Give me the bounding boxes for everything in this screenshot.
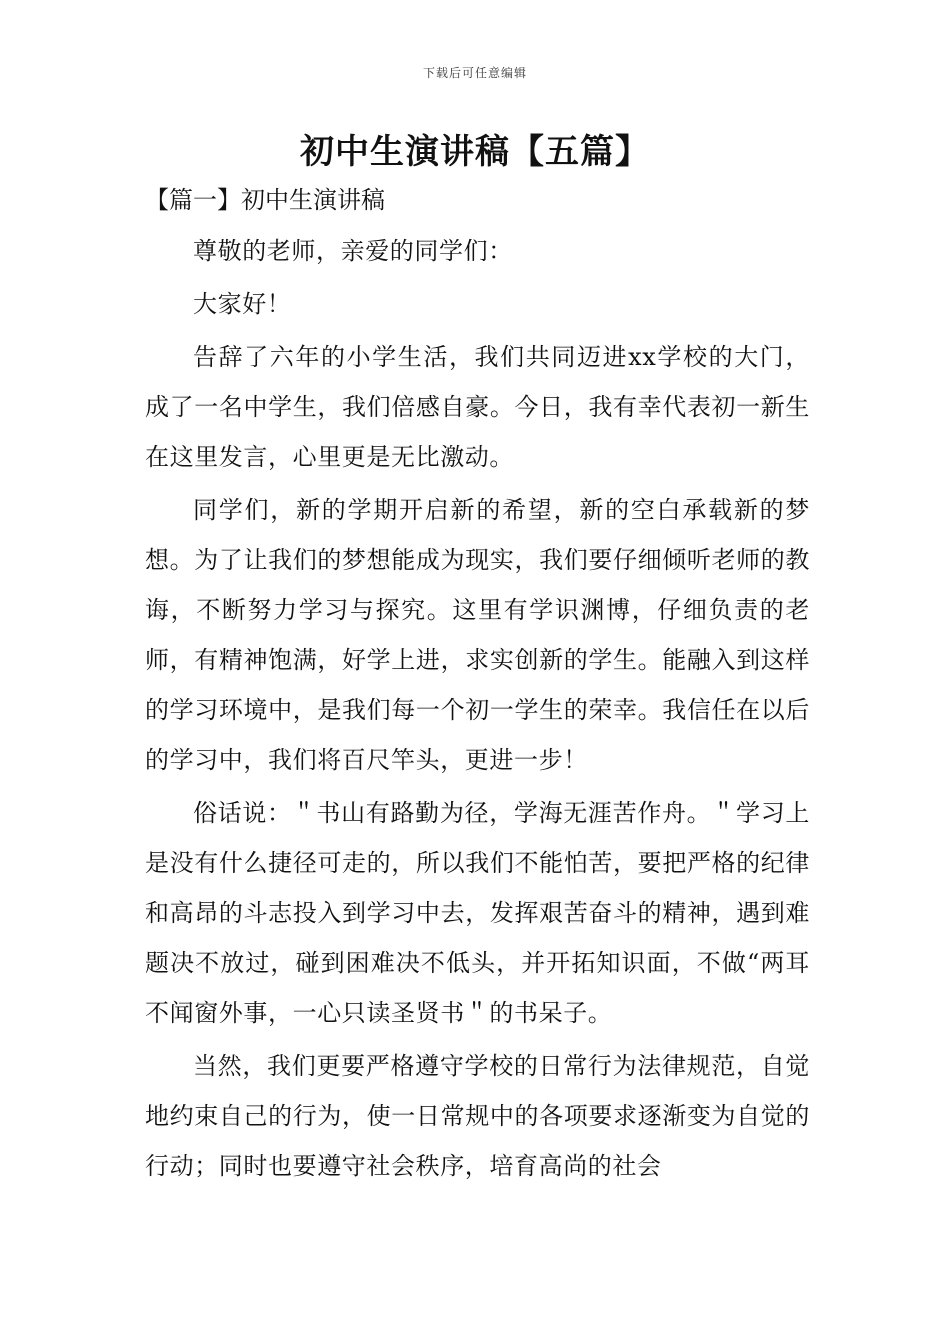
- header-note: 下载后可任意编辑: [422, 66, 527, 80]
- body-paragraph: 同学们，新的学期开启新的希望，新的空白承载新的梦想。为了让我们的梦想能成为现实，我们要仔细倾听老师的教诲，不断努力学习与探究。这里有学识渊博，仔细负责的老师，有精神饱满，好学上进，求实创新的学生。能融入到这样的学习环境中，是我们每一个初一学生的荣幸。我信任在以后的学习中，我们将百尺竿头，更进一步！: [145, 496, 810, 774]
- body-paragraph: 俗话说：＂书山有路勤为径，学海无涯苦作舟。＂学习上是没有什么捷径可走的，所以我们不能怕苦，要把严格的纪律和高昂的斗志投入到学习中去，发挥艰苦奋斗的精神，遇到难题决不放过，碰到困难决不低头，并开拓知识面，不做“两耳不闻窗外事，一心只读圣贤书＂的书呆子。: [145, 799, 810, 1027]
- body-paragraph: 当然，我们更要严格遵守学校的日常行为法律规范，自觉地约束自己的行为，使一日常规中的各项要求逐渐变为自觉的行动；同时也要遵守社会秩序，培育高尚的社会: [145, 1052, 810, 1180]
- section-heading: 【篇一】初中生演讲稿: [145, 186, 385, 214]
- salutation-paragraph: 尊敬的老师，亲爱的同学们：: [193, 237, 513, 265]
- document-title: 初中生演讲稿【五篇】: [300, 132, 650, 172]
- greeting-paragraph: 大家好！: [193, 290, 292, 318]
- document-body: [145, 226, 810, 1194]
- body-paragraph: 告辞了六年的小学生活，我们共同迈进xx学校的大门，成了一名中学生，我们倍感自豪。今日，我有幸代表初一新生在这里发言，心里更是无比激动。: [145, 343, 810, 471]
